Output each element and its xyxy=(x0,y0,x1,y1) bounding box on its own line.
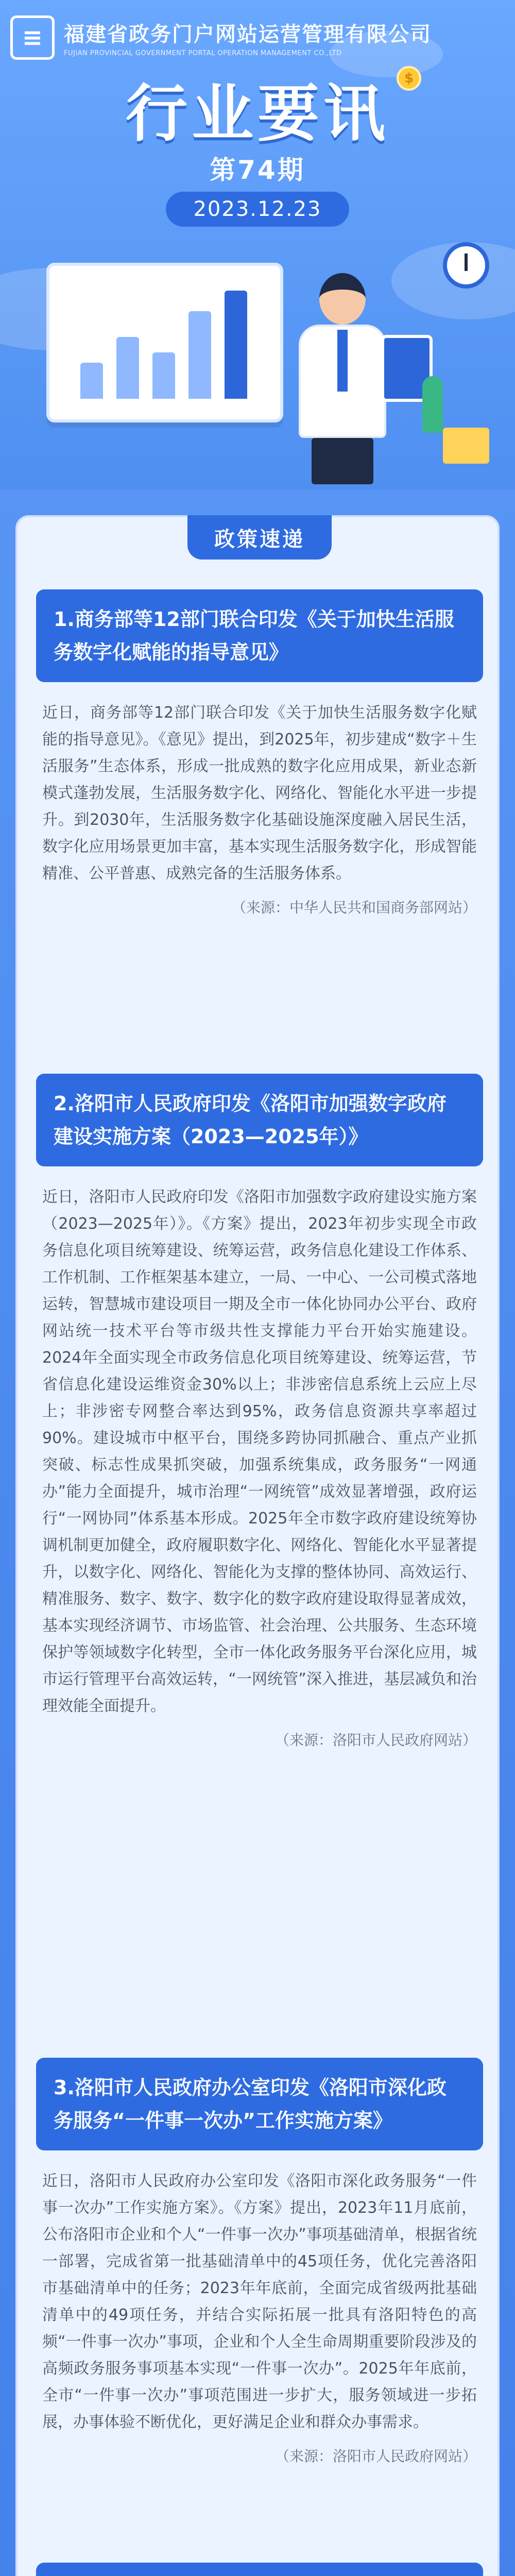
item-source: （来源：洛阳市人民政府网站） xyxy=(274,1732,477,1749)
org-name-block xyxy=(64,18,432,57)
org-name-en: FUJIAN PROVINCIAL GOVERNMENT PORTAL OPERATION MANAGEMENT CO.,LTD xyxy=(64,49,342,57)
item-title[interactable]: 2.洛阳市人民政府印发《洛阳市加强数字政府建设实施方案（2023—2025年）》 xyxy=(36,1074,483,1166)
person-head xyxy=(319,273,366,325)
policy-item xyxy=(36,589,483,917)
plant-icon xyxy=(422,376,443,433)
issue-number: 第74期 xyxy=(210,155,305,185)
item-body: 近日，商务部等12部门联合印发《关于加快生活服务数字化赋能的指导意见》。《意见》提出，到2025年，初步建成“数字＋生活服务”生态体系，形成一批成熟的数字化应用成果，新业态新模式蓬勃发展，生活服务数字化、网络化、智能化水平进一步提升。到2030年，生活服务数字化基础设施深度融入居民生活，数字化应用场景更加丰富，基本实现生活服务数字化，形成智能精准、公平普惠、成熟完备的生活服务体系。 xyxy=(42,704,477,883)
policy-item xyxy=(36,2563,483,2576)
chart-board-icon xyxy=(46,263,283,422)
issue-date: 2023.12.23 xyxy=(166,192,349,227)
clock-icon xyxy=(443,242,489,289)
board-bar xyxy=(116,337,139,399)
org-header xyxy=(10,15,432,60)
policy-item xyxy=(36,1074,483,1750)
org-logo-icon: ≡ xyxy=(10,15,55,60)
hero-banner xyxy=(0,0,515,489)
item-source: （来源：中华人民共和国商务部网站） xyxy=(231,899,477,916)
item-body: 近日，洛阳市人民政府办公室印发《洛阳市深化政务服务“一件事一次办”工作实施方案》。《方案》提出，2023年11月底前，公布洛阳市企业和个人“一件事一次办”事项基础清单，根据省统一部署，完成省第一批基础清单中的45项任务，优化完善洛阳市基础清单中的任务；2023年年底前，全面完成省级两批基础清单中的49项任务，并结合实际拓展一批具有洛阳特色的高频“一件事一次办”事项，企业和个人全生命周期重要阶段涉及的高频政务服务事项基本实现“一件事一次办”。2025年年底前，全市“一件事一次办”事项范围进一步扩大，服务领域进一步拓展，办事体验不断优化，更好满足企业和群众办事需求。 xyxy=(42,2172,477,2431)
item-title[interactable]: 3.洛阳市人民政府办公室印发《洛阳市深化政务服务“一件事一次办”工作实施方案》 xyxy=(36,2058,483,2150)
board-bar xyxy=(152,352,175,399)
board-bar xyxy=(80,363,103,399)
item-title[interactable]: 1.商务部等12部门联合印发《关于加快生活服务数字化赋能的指导意见》 xyxy=(36,589,483,682)
item-source: （来源：洛阳市人民政府网站） xyxy=(274,2448,477,2465)
board-bar xyxy=(188,311,211,399)
item-body: 近日，洛阳市人民政府印发《洛阳市加强数字政府建设实施方案（2023—2025年）》。《方案》提出，2023年初步实现全市政务信息化项目统筹建设、统筹运营，政务信息化建设工作体系、工作机制、工作框架基本建立，一局、一中心、一公司模式落地运转，智慧城市建设项目一期及全市一体化协同办公平台、政府网站统一技术平台等市级共性支撑能力平台开始实施建设。2024年全面实现全市政务信息化项目统筹建设、统筹运营，节省信息化建设运维资金30%以上；非涉密信息系统上云应上尽上；非涉密专网整合率达到95%，政务信息资源共享率超过90%。建设城市中枢平台，围绕多跨协同抓融合、重点产业抓突破、标志性成果抓突破，加强系统集成，政务服务“一网通办”能力全面提升，城市治理“一网统管”成效显著增强，政府运行“一网协同”体系基本形成。2025年全市数字政府建设统筹协调机制更加健全，政府履职数字化、网络化、智能化水平显著提升，以数字化、网络化、智能化为支撑的整体协同、高效运行、精准服务、数字、数字、数字化的数字政府建设取得显著成效，基本实现经济调节、市场监管、社会治理、公共服务、生态环境保护等领域数字化转型，全市一体化政务服务平台深化应用，城市运行管理平台高效运转，“一网统管”深入推进，基层减负和治理效能全面提升。 xyxy=(42,1188,477,1715)
presenter-illustration xyxy=(31,242,494,484)
coin-icon: $ xyxy=(397,66,421,91)
item-title[interactable] xyxy=(36,2563,483,2576)
org-name-cn: 福建省政务门户网站运营管理有限公司 xyxy=(64,23,432,46)
policy-section xyxy=(15,515,500,2576)
page-title: 行业要讯 xyxy=(126,78,389,150)
board-bar xyxy=(225,291,247,399)
person-legs xyxy=(312,438,373,484)
section-header: 政策速递 xyxy=(187,515,332,560)
person-tie xyxy=(337,330,348,392)
policy-item xyxy=(36,2058,483,2466)
book-icon xyxy=(443,428,489,464)
